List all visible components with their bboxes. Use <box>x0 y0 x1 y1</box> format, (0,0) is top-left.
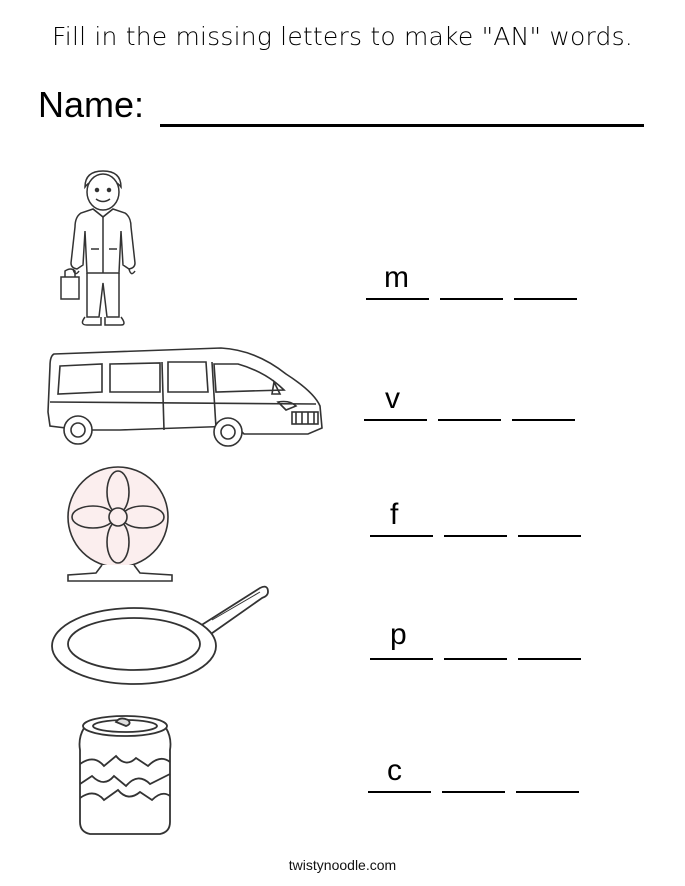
blank-line-1[interactable] <box>368 791 431 793</box>
blank-line-1[interactable] <box>364 419 427 421</box>
starting-letter: v <box>385 382 400 415</box>
letter-row <box>360 255 590 305</box>
blank-line-2[interactable] <box>440 298 503 300</box>
blank-line-1[interactable] <box>370 535 433 537</box>
blank-line-1[interactable] <box>366 298 429 300</box>
letter-row <box>360 490 590 540</box>
starting-letter: p <box>390 618 407 651</box>
blank-line-2[interactable] <box>438 419 501 421</box>
blank-line-1[interactable] <box>370 658 433 660</box>
blank-line-3[interactable] <box>516 791 579 793</box>
blank-line-2[interactable] <box>444 658 507 660</box>
worksheet-title: Fill in the missing letters to make "AN" words. <box>52 22 633 51</box>
starting-letter: c <box>387 754 402 787</box>
electric-fan-image <box>60 465 180 585</box>
site-footer: twistynoodle.com <box>288 857 397 873</box>
soda-can-image <box>70 710 182 840</box>
name-field[interactable] <box>38 84 648 134</box>
starting-letter: m <box>384 261 409 294</box>
blank-line-3[interactable] <box>518 658 581 660</box>
blank-line-2[interactable] <box>442 791 505 793</box>
name-line[interactable] <box>160 124 644 127</box>
blank-line-3[interactable] <box>514 298 577 300</box>
man-with-briefcase-image <box>45 165 160 330</box>
blank-line-3[interactable] <box>518 535 581 537</box>
frying-pan-image <box>50 582 272 692</box>
blank-line-3[interactable] <box>512 419 575 421</box>
letter-row <box>360 376 590 426</box>
blank-line-2[interactable] <box>444 535 507 537</box>
letter-row <box>360 746 590 796</box>
van-image <box>46 342 328 450</box>
letter-row <box>360 612 590 662</box>
name-label: Name: <box>38 84 145 125</box>
starting-letter: f <box>390 498 399 531</box>
